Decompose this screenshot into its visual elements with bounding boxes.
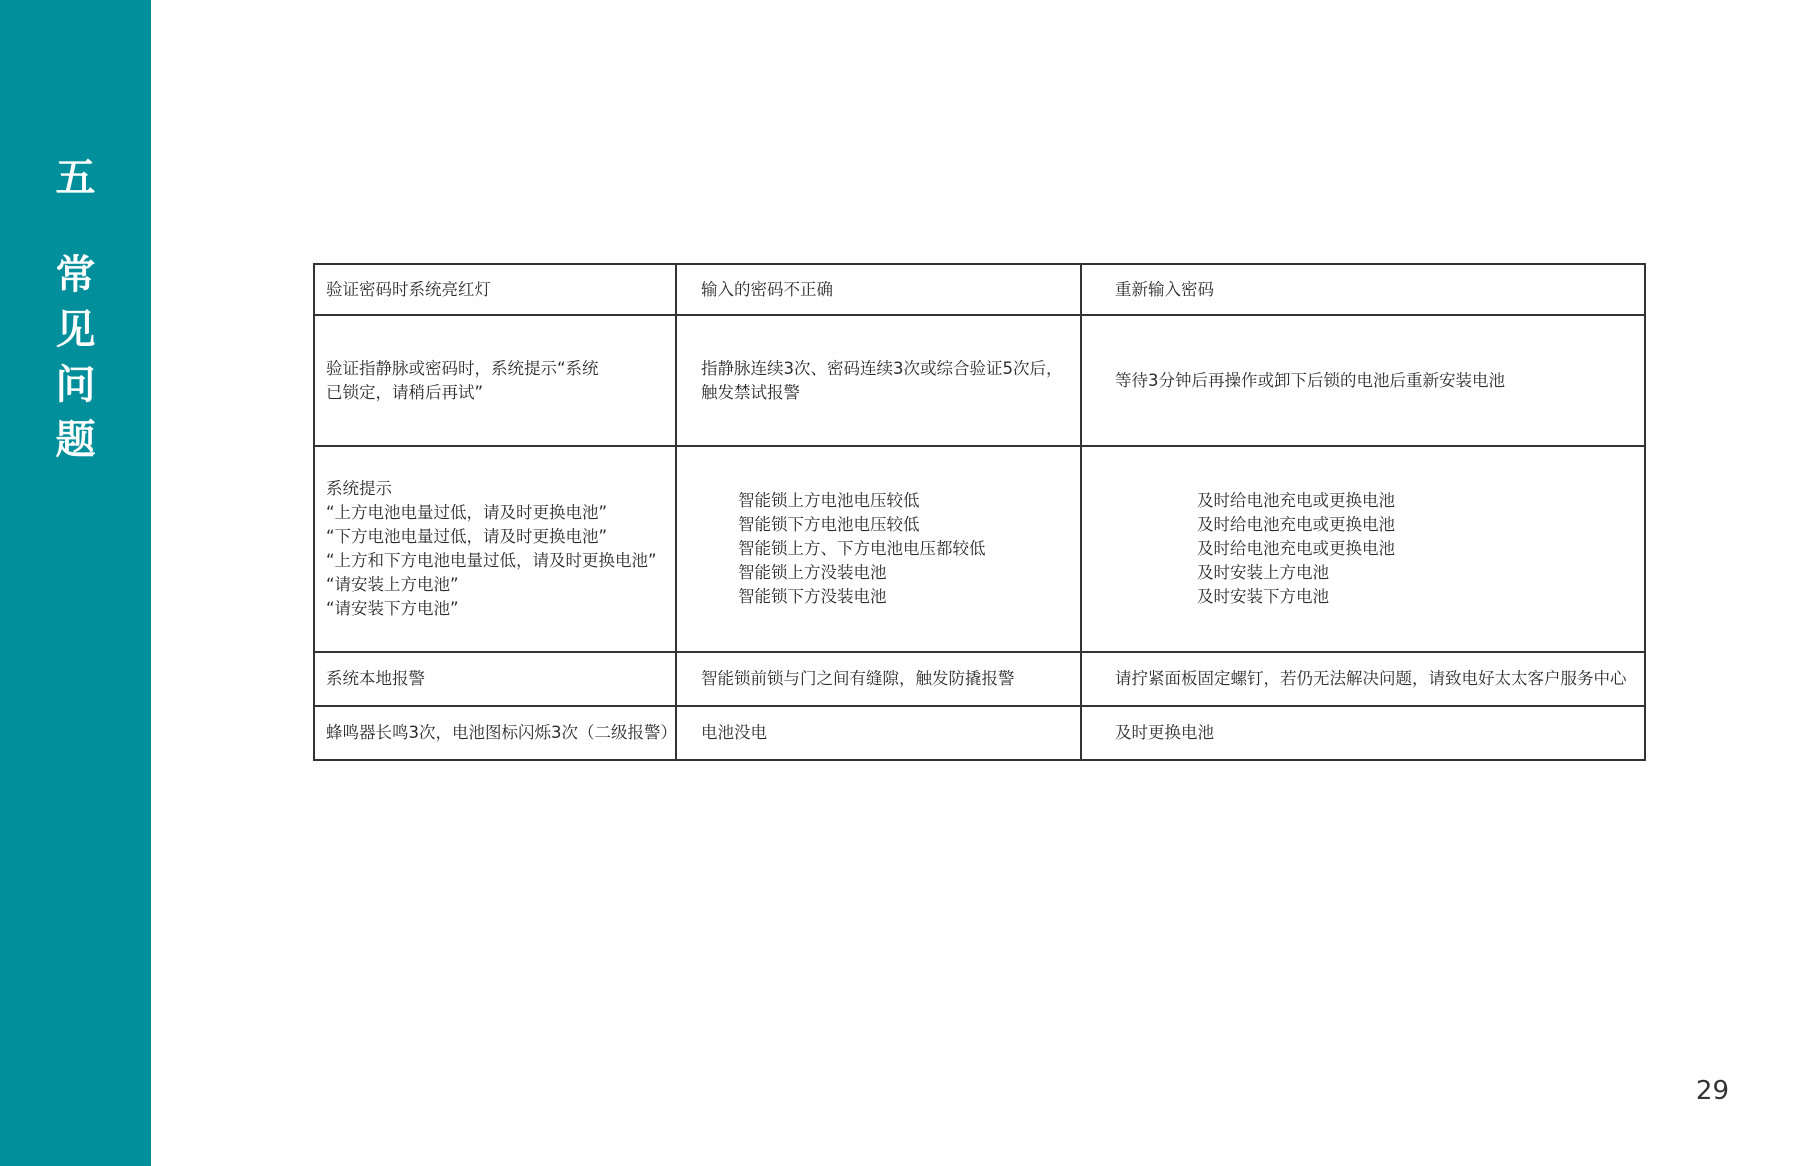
chapter-title-char: 见 <box>55 307 96 353</box>
cell-line: “请安装上方电池” <box>326 575 459 594</box>
cell-line: “请安装下方电池” <box>326 599 459 618</box>
cell-line: 及时安装下方电池 <box>1197 587 1329 606</box>
cell-line: 及时更换电池 <box>1115 723 1214 742</box>
cell-line: 电池没电 <box>701 723 767 742</box>
solution-cell <box>1081 264 1645 315</box>
cause-cell <box>676 706 1081 760</box>
cell-line: 系统本地报警 <box>326 669 425 688</box>
chapter-sidebar <box>0 0 151 1166</box>
problem-cell <box>314 315 676 446</box>
cell-line: 等待3分钟后再操作或卸下后锁的电池后重新安装电池 <box>1115 370 1505 390</box>
cell-line: 重新输入密码 <box>1115 279 1214 299</box>
cell-line: “下方电池电量过低，请及时更换电池” <box>326 527 608 546</box>
chapter-title <box>0 248 151 468</box>
chapter-title-char: 问 <box>55 362 96 408</box>
problem-cell <box>314 652 676 706</box>
page-number: 29 <box>1695 1076 1729 1106</box>
cell-line: 智能锁上方电池电压较低 <box>738 491 920 510</box>
cause-cell <box>676 264 1081 315</box>
table-row <box>314 706 1645 760</box>
cause-cell <box>676 652 1081 706</box>
chapter-title-char: 常 <box>55 252 96 298</box>
cell-line: 智能锁上方没装电池 <box>738 563 887 582</box>
cell-line: 及时安装上方电池 <box>1197 563 1329 582</box>
cause-cell <box>676 446 1081 652</box>
problem-cell <box>314 264 676 315</box>
cell-line: “上方和下方电池电量过低，请及时更换电池” <box>326 551 657 570</box>
problem-cell <box>314 706 676 760</box>
cell-line: 及时给电池充电或更换电池 <box>1197 515 1395 534</box>
cell-line: 智能锁前锁与门之间有缝隙，触发防撬报警 <box>701 669 1015 688</box>
cell-line: 智能锁上方、下方电池电压都较低 <box>738 539 986 558</box>
cell-line: 已锁定，请稍后再试” <box>326 382 484 402</box>
table-row <box>314 446 1645 652</box>
table-row <box>314 264 1645 315</box>
faq-table <box>313 263 1646 761</box>
table-row <box>314 315 1645 446</box>
cell-line: 智能锁下方没装电池 <box>738 587 887 606</box>
cell-line: 验证指静脉或密码时，系统提示“系统 <box>326 358 599 378</box>
cause-cell <box>676 315 1081 446</box>
cell-line: 蜂鸣器长鸣3次，电池图标闪烁3次（二级报警） <box>326 723 677 742</box>
cell-line: 指静脉连续3次、密码连续3次或综合验证5次后， <box>701 358 1063 378</box>
solution-cell <box>1081 315 1645 446</box>
cell-line: 及时给电池充电或更换电池 <box>1197 539 1395 558</box>
cell-line: 智能锁下方电池电压较低 <box>738 515 920 534</box>
cell-line: 系统提示 <box>326 479 392 498</box>
cell-line: “上方电池电量过低，请及时更换电池” <box>326 503 608 522</box>
cell-line: 及时给电池充电或更换电池 <box>1197 491 1395 510</box>
chapter-number: 五 <box>55 155 96 201</box>
cell-line: 触发禁试报警 <box>701 382 800 402</box>
solution-cell <box>1081 706 1645 760</box>
cell-line: 验证密码时系统亮红灯 <box>326 279 491 299</box>
cell-line: 输入的密码不正确 <box>701 279 833 299</box>
solution-cell <box>1081 652 1645 706</box>
problem-cell <box>314 446 676 652</box>
chapter-title-char: 题 <box>55 417 96 463</box>
solution-cell <box>1081 446 1645 652</box>
cell-line: 请拧紧面板固定螺钉，若仍无法解决问题，请致电好太太客户服务中心 <box>1115 669 1627 688</box>
table-row <box>314 652 1645 706</box>
